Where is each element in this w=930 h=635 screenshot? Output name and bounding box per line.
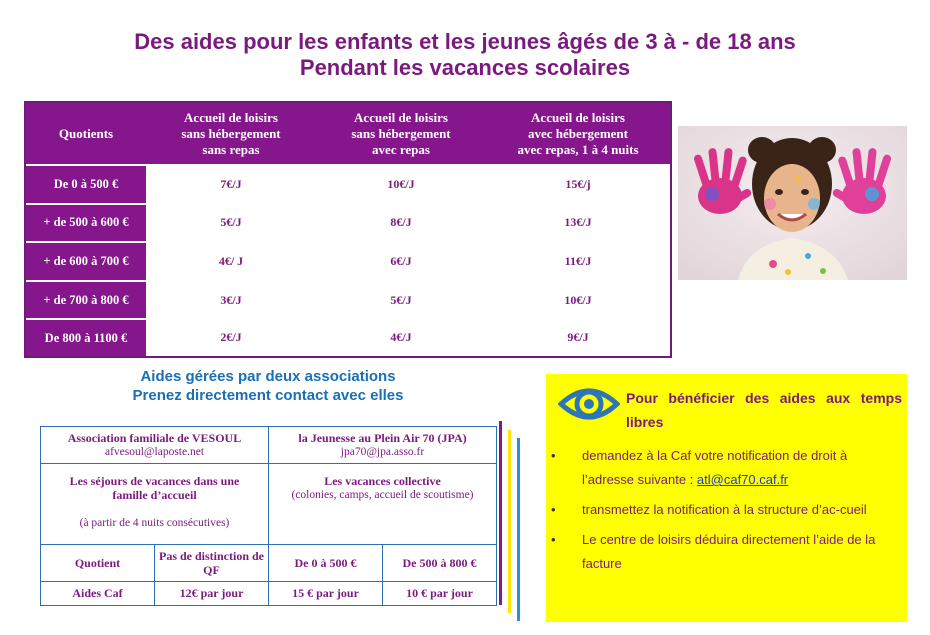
price-cell: 15€/j <box>486 165 670 204</box>
jpa-contact-cell <box>269 427 497 464</box>
bullet: • <box>551 502 556 517</box>
price-cell: 9€/J <box>486 319 670 356</box>
aide-value: 12€ par jour <box>155 581 269 605</box>
price-cell: 2€/J <box>146 319 316 356</box>
page-subtitle: Pendant les vacances scolaires <box>299 55 631 80</box>
table-row <box>41 545 497 581</box>
info-list <box>546 444 896 582</box>
vesoul-name: Association familiale de VESOUL <box>67 431 242 446</box>
table-row <box>26 319 670 356</box>
vesoul-contact-cell <box>41 427 269 464</box>
bullet: • <box>551 448 556 463</box>
table-row <box>41 581 497 605</box>
collectives-cell <box>269 464 497 545</box>
price-cell: 8€/J <box>316 204 486 243</box>
aide-value: 15 € par jour <box>269 581 383 605</box>
col-header-avec-hebergement: Accueil de loisirs avec hébergement avec repas, 1 à 4 nuits <box>486 103 670 165</box>
list-item: • Le centre de loisirs déduira directement l’aide de la facture <box>546 528 896 576</box>
tranche-1-label: De 0 à 500 € <box>269 545 383 581</box>
table-row <box>26 165 670 204</box>
price-cell: 6€/J <box>316 242 486 281</box>
col-header-sans-repas: Accueil de loisirs sans hébergement sans repas <box>146 103 316 165</box>
bullet: • <box>551 532 556 547</box>
price-cell: 5€/J <box>146 204 316 243</box>
decorative-bar-yellow <box>508 430 511 613</box>
eye-icon <box>558 382 620 426</box>
quotient-label: Quotient <box>41 545 155 581</box>
info-heading: Pour bénéficier des aides aux temps libres <box>626 390 902 430</box>
table-row <box>26 281 670 320</box>
table-row <box>41 464 497 545</box>
quotients-header: Quotients <box>26 103 146 165</box>
price-cell: 7€/J <box>146 165 316 204</box>
price-cell: 3€/J <box>146 281 316 320</box>
aides-caf-label: Aides Caf <box>41 581 155 605</box>
associations-title: Aides gérées par deux associations <box>140 368 396 385</box>
aide-value: 10 € par jour <box>383 581 497 605</box>
associations-table <box>40 426 496 606</box>
table-row <box>41 427 497 464</box>
price-cell: 5€/J <box>316 281 486 320</box>
list-item: • transmettez la notification à la structure d’ac-cueil <box>546 498 896 522</box>
tariff-table <box>24 101 672 358</box>
decorative-bar-purple <box>499 421 502 605</box>
quotient-cell: De 800 à 1100 € <box>26 319 146 356</box>
col-header-avec-repas: Accueil de loisirs sans hébergement avec repas <box>316 103 486 165</box>
price-cell: 10€/J <box>316 165 486 204</box>
vesoul-email: afvesoul@laposte.net <box>104 446 205 459</box>
associations-subtitle: Prenez directement contact avec elles <box>132 387 404 404</box>
price-cell: 13€/J <box>486 204 670 243</box>
sejours-cell <box>41 464 269 545</box>
jpa-name: la Jeunesse au Plein Air 70 (JPA) <box>298 431 467 446</box>
quotient-cell: De 0 à 500 € <box>26 165 146 204</box>
tariff-header-row <box>26 103 670 165</box>
sejours-note: (à partir de 4 nuits consécutives) <box>79 517 230 530</box>
price-cell: 4€/J <box>316 319 486 356</box>
price-cell: 11€/J <box>486 242 670 281</box>
sejours-title: Les séjours de vacances dans une famille d’accueil <box>69 474 240 503</box>
email-link[interactable]: atl@caf70.caf.fr <box>696 472 789 487</box>
list-item: • demandez à la Caf votre notification de droit à l’adresse suivante : atl@caf70.caf.fr <box>546 444 896 492</box>
price-cell: 4€/ J <box>146 242 316 281</box>
pas-distinction-label: Pas de distinction de QF <box>155 545 269 581</box>
quotient-cell: + de 700 à 800 € <box>26 281 146 320</box>
quotient-cell: + de 600 à 700 € <box>26 242 146 281</box>
tranche-2-label: De 500 à 800 € <box>383 545 497 581</box>
table-row <box>26 204 670 243</box>
collectives-title: Les vacances collective <box>324 474 441 489</box>
collectives-note: (colonies, camps, accueil de scoutisme) <box>291 489 474 502</box>
page-title: Des aides pour les enfants et les jeunes âgés de 3 à - de 18 ans <box>134 29 796 54</box>
jpa-email: jpa70@jpa.asso.fr <box>340 446 425 459</box>
child-painted-hands-photo <box>678 126 907 280</box>
info-box <box>546 374 907 622</box>
quotient-cell: + de 500 à 600 € <box>26 204 146 243</box>
table-row <box>26 242 670 281</box>
price-cell: 10€/J <box>486 281 670 320</box>
decorative-bar-blue <box>517 438 520 621</box>
